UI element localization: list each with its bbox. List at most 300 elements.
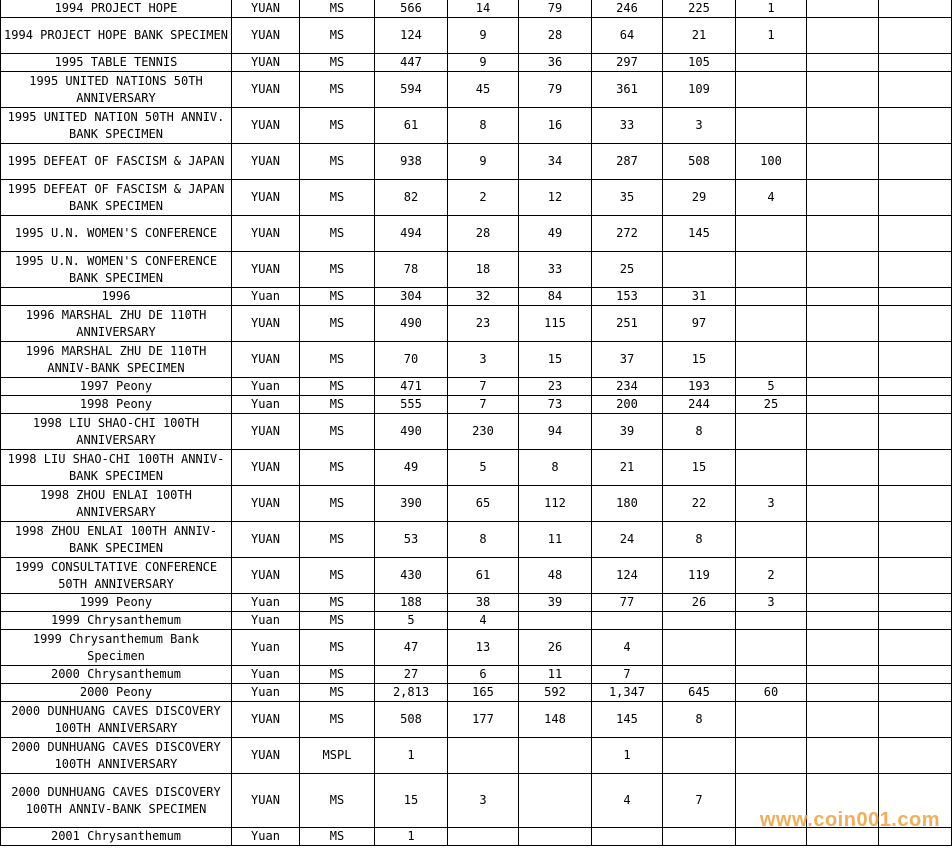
count-cell-6: 3 xyxy=(736,594,807,612)
count-cell-6 xyxy=(736,216,807,252)
count-cell-8 xyxy=(879,612,952,630)
count-cell-3: 592 xyxy=(519,684,592,702)
count-cell-4: 200 xyxy=(592,396,663,414)
count-cell-2: 6 xyxy=(448,666,519,684)
count-cell-2: 7 xyxy=(448,378,519,396)
grade-cell: MS xyxy=(300,522,375,558)
currency-cell: YUAN xyxy=(232,216,300,252)
count-cell-8 xyxy=(879,738,952,774)
count-cell-7 xyxy=(807,666,879,684)
count-cell-7 xyxy=(807,180,879,216)
count-cell-2: 8 xyxy=(448,108,519,144)
table-row xyxy=(1,54,952,72)
issue-name-cell: 1995 U.N. WOMEN'S CONFERENCE xyxy=(1,216,232,252)
count-cell-8 xyxy=(879,180,952,216)
currency-cell: YUAN xyxy=(232,450,300,486)
grade-cell: MS xyxy=(300,774,375,828)
issue-name-cell: 1995 DEFEAT OF FASCISM & JAPAN BANK SPECIMEN xyxy=(1,180,232,216)
table-row xyxy=(1,396,952,414)
count-cell-1: 188 xyxy=(375,594,448,612)
count-cell-5 xyxy=(663,252,736,288)
count-cell-3: 94 xyxy=(519,414,592,450)
issue-name-cell: 1999 Chrysanthemum xyxy=(1,612,232,630)
count-cell-8 xyxy=(879,0,952,18)
count-cell-3: 8 xyxy=(519,450,592,486)
count-cell-8 xyxy=(879,252,952,288)
currency-cell: YUAN xyxy=(232,180,300,216)
issue-name-cell: 1998 ZHOU ENLAI 100TH ANNIVERSARY xyxy=(1,486,232,522)
count-cell-1: 61 xyxy=(375,108,448,144)
currency-cell: YUAN xyxy=(232,306,300,342)
grade-cell: MS xyxy=(300,630,375,666)
count-cell-3: 26 xyxy=(519,630,592,666)
count-cell-3: 15 xyxy=(519,342,592,378)
count-cell-4: 124 xyxy=(592,558,663,594)
count-cell-3: 12 xyxy=(519,180,592,216)
count-cell-7 xyxy=(807,0,879,18)
table-row xyxy=(1,594,952,612)
count-cell-5 xyxy=(663,828,736,846)
currency-cell: YUAN xyxy=(232,252,300,288)
count-cell-1: 70 xyxy=(375,342,448,378)
count-cell-3: 39 xyxy=(519,594,592,612)
count-cell-4: 35 xyxy=(592,180,663,216)
count-cell-6: 1 xyxy=(736,18,807,54)
count-cell-3 xyxy=(519,612,592,630)
count-cell-6: 3 xyxy=(736,486,807,522)
count-cell-7 xyxy=(807,450,879,486)
issue-name-cell: 1998 LIU SHAO-CHI 100TH ANNIVERSARY xyxy=(1,414,232,450)
count-cell-2: 177 xyxy=(448,702,519,738)
count-cell-1: 471 xyxy=(375,378,448,396)
count-cell-1: 447 xyxy=(375,54,448,72)
count-cell-2: 65 xyxy=(448,486,519,522)
count-cell-5: 145 xyxy=(663,216,736,252)
currency-cell: YUAN xyxy=(232,144,300,180)
count-cell-8 xyxy=(879,72,952,108)
count-cell-5 xyxy=(663,612,736,630)
issue-name-cell: 1995 TABLE TENNIS xyxy=(1,54,232,72)
count-cell-3: 11 xyxy=(519,522,592,558)
currency-cell: YUAN xyxy=(232,774,300,828)
count-cell-7 xyxy=(807,378,879,396)
issue-name-cell: 1997 Peony xyxy=(1,378,232,396)
currency-cell: YUAN xyxy=(232,342,300,378)
count-cell-2: 165 xyxy=(448,684,519,702)
count-cell-8 xyxy=(879,666,952,684)
count-cell-4: 24 xyxy=(592,522,663,558)
currency-cell: Yuan xyxy=(232,396,300,414)
count-cell-5: 31 xyxy=(663,288,736,306)
table-row xyxy=(1,72,952,108)
grade-cell: MS xyxy=(300,594,375,612)
count-cell-4: 64 xyxy=(592,18,663,54)
grade-cell: MS xyxy=(300,828,375,846)
count-cell-8 xyxy=(879,108,952,144)
count-cell-2: 3 xyxy=(448,774,519,828)
grade-cell: MS xyxy=(300,72,375,108)
count-cell-3: 28 xyxy=(519,18,592,54)
count-cell-7 xyxy=(807,252,879,288)
count-cell-4: 4 xyxy=(592,774,663,828)
count-cell-5 xyxy=(663,630,736,666)
grade-cell: MS xyxy=(300,558,375,594)
count-cell-1: 1 xyxy=(375,738,448,774)
currency-cell: Yuan xyxy=(232,666,300,684)
grade-cell: MS xyxy=(300,0,375,18)
table-row xyxy=(1,306,952,342)
count-cell-4 xyxy=(592,612,663,630)
count-cell-7 xyxy=(807,522,879,558)
count-cell-5: 193 xyxy=(663,378,736,396)
issue-name-cell: 2000 DUNHUANG CAVES DISCOVERY 100TH ANNIVERSARY xyxy=(1,702,232,738)
table-row xyxy=(1,0,952,18)
count-cell-8 xyxy=(879,558,952,594)
count-cell-2: 5 xyxy=(448,450,519,486)
count-cell-4: 153 xyxy=(592,288,663,306)
count-cell-6 xyxy=(736,738,807,774)
count-cell-5: 15 xyxy=(663,342,736,378)
issue-name-cell: 1999 Peony xyxy=(1,594,232,612)
count-cell-6: 100 xyxy=(736,144,807,180)
count-cell-5: 22 xyxy=(663,486,736,522)
count-cell-3: 36 xyxy=(519,54,592,72)
count-cell-5: 26 xyxy=(663,594,736,612)
table-row xyxy=(1,108,952,144)
count-cell-8 xyxy=(879,414,952,450)
grade-cell: MS xyxy=(300,702,375,738)
count-cell-2: 9 xyxy=(448,144,519,180)
count-cell-6: 4 xyxy=(736,180,807,216)
count-cell-6 xyxy=(736,612,807,630)
table-row xyxy=(1,18,952,54)
count-cell-7 xyxy=(807,486,879,522)
count-cell-7 xyxy=(807,54,879,72)
count-cell-8 xyxy=(879,18,952,54)
table-row xyxy=(1,522,952,558)
currency-cell: YUAN xyxy=(232,486,300,522)
grade-cell: MS xyxy=(300,252,375,288)
grade-cell: MS xyxy=(300,144,375,180)
count-cell-1: 124 xyxy=(375,18,448,54)
count-cell-7 xyxy=(807,594,879,612)
table-row xyxy=(1,612,952,630)
count-cell-6 xyxy=(736,630,807,666)
count-cell-2: 3 xyxy=(448,342,519,378)
issue-name-cell: 2000 DUNHUANG CAVES DISCOVERY 100TH ANNIVERSARY xyxy=(1,738,232,774)
count-cell-4: 39 xyxy=(592,414,663,450)
count-cell-7 xyxy=(807,108,879,144)
count-cell-1: 494 xyxy=(375,216,448,252)
count-cell-5: 119 xyxy=(663,558,736,594)
count-cell-4: 287 xyxy=(592,144,663,180)
currency-cell: Yuan xyxy=(232,630,300,666)
count-cell-6 xyxy=(736,522,807,558)
grade-cell: MS xyxy=(300,378,375,396)
count-cell-7 xyxy=(807,684,879,702)
grade-cell: MS xyxy=(300,342,375,378)
count-cell-7 xyxy=(807,396,879,414)
currency-cell: YUAN xyxy=(232,702,300,738)
count-cell-4: 246 xyxy=(592,0,663,18)
count-cell-7 xyxy=(807,558,879,594)
count-cell-3: 33 xyxy=(519,252,592,288)
count-cell-8 xyxy=(879,702,952,738)
count-cell-7 xyxy=(807,738,879,774)
count-cell-7 xyxy=(807,306,879,342)
issue-name-cell: 1995 U.N. WOMEN'S CONFERENCE BANK SPECIMEN xyxy=(1,252,232,288)
currency-cell: Yuan xyxy=(232,378,300,396)
count-cell-5: 7 xyxy=(663,774,736,828)
count-cell-3: 23 xyxy=(519,378,592,396)
count-cell-3: 73 xyxy=(519,396,592,414)
count-cell-8 xyxy=(879,216,952,252)
count-cell-4: 251 xyxy=(592,306,663,342)
count-cell-3: 16 xyxy=(519,108,592,144)
count-cell-1: 390 xyxy=(375,486,448,522)
grade-cell: MSPL xyxy=(300,738,375,774)
count-cell-5: 15 xyxy=(663,450,736,486)
count-cell-4: 33 xyxy=(592,108,663,144)
count-cell-4: 361 xyxy=(592,72,663,108)
table-row xyxy=(1,630,952,666)
count-cell-1: 47 xyxy=(375,630,448,666)
grade-cell: MS xyxy=(300,108,375,144)
count-cell-1: 594 xyxy=(375,72,448,108)
count-cell-1: 5 xyxy=(375,612,448,630)
count-cell-2: 38 xyxy=(448,594,519,612)
currency-cell: YUAN xyxy=(232,18,300,54)
count-cell-7 xyxy=(807,342,879,378)
count-cell-2: 45 xyxy=(448,72,519,108)
count-cell-5: 8 xyxy=(663,522,736,558)
issue-name-cell: 1999 Chrysanthemum Bank Specimen xyxy=(1,630,232,666)
issue-name-cell: 2000 Chrysanthemum xyxy=(1,666,232,684)
count-cell-5: 97 xyxy=(663,306,736,342)
count-cell-1: 1 xyxy=(375,828,448,846)
table-row xyxy=(1,414,952,450)
count-cell-5: 105 xyxy=(663,54,736,72)
count-cell-5: 3 xyxy=(663,108,736,144)
count-cell-4: 145 xyxy=(592,702,663,738)
issue-name-cell: 1996 MARSHAL ZHU DE 110TH ANNIVERSARY xyxy=(1,306,232,342)
issue-name-cell: 1996 MARSHAL ZHU DE 110TH ANNIV-BANK SPECIMEN xyxy=(1,342,232,378)
count-cell-1: 490 xyxy=(375,306,448,342)
count-cell-2 xyxy=(448,828,519,846)
issue-name-cell: 1994 PROJECT HOPE xyxy=(1,0,232,18)
grade-cell: MS xyxy=(300,288,375,306)
currency-cell: Yuan xyxy=(232,828,300,846)
count-cell-2: 8 xyxy=(448,522,519,558)
count-cell-6 xyxy=(736,414,807,450)
table-body xyxy=(1,0,952,846)
count-cell-1: 82 xyxy=(375,180,448,216)
issue-name-cell: 2000 Peony xyxy=(1,684,232,702)
count-cell-5 xyxy=(663,738,736,774)
count-cell-3: 49 xyxy=(519,216,592,252)
issue-name-cell: 1995 UNITED NATIONS 50TH ANNIVERSARY xyxy=(1,72,232,108)
issue-name-cell: 1998 Peony xyxy=(1,396,232,414)
grade-cell: MS xyxy=(300,54,375,72)
count-cell-1: 2,813 xyxy=(375,684,448,702)
count-cell-4: 1 xyxy=(592,738,663,774)
table-row xyxy=(1,288,952,306)
count-cell-5: 244 xyxy=(663,396,736,414)
count-cell-8 xyxy=(879,684,952,702)
issue-name-cell: 1995 UNITED NATION 50TH ANNIV. BANK SPECIMEN xyxy=(1,108,232,144)
currency-cell: Yuan xyxy=(232,594,300,612)
count-cell-2: 230 xyxy=(448,414,519,450)
count-cell-1: 27 xyxy=(375,666,448,684)
count-cell-6 xyxy=(736,450,807,486)
count-cell-6: 5 xyxy=(736,378,807,396)
count-cell-4: 37 xyxy=(592,342,663,378)
count-cell-3: 34 xyxy=(519,144,592,180)
count-cell-5: 508 xyxy=(663,144,736,180)
table-row xyxy=(1,144,952,180)
count-cell-1: 53 xyxy=(375,522,448,558)
count-cell-8 xyxy=(879,306,952,342)
count-cell-7 xyxy=(807,144,879,180)
count-cell-1: 555 xyxy=(375,396,448,414)
count-cell-6 xyxy=(736,108,807,144)
count-cell-2: 28 xyxy=(448,216,519,252)
table-row xyxy=(1,180,952,216)
currency-cell: YUAN xyxy=(232,108,300,144)
table-row xyxy=(1,342,952,378)
count-cell-4: 7 xyxy=(592,666,663,684)
count-cell-2: 4 xyxy=(448,612,519,630)
grade-cell: MS xyxy=(300,18,375,54)
count-cell-3: 148 xyxy=(519,702,592,738)
count-cell-3 xyxy=(519,738,592,774)
count-cell-3 xyxy=(519,828,592,846)
count-cell-1: 490 xyxy=(375,414,448,450)
count-cell-4: 272 xyxy=(592,216,663,252)
count-cell-2: 7 xyxy=(448,396,519,414)
count-cell-6 xyxy=(736,72,807,108)
count-cell-2: 2 xyxy=(448,180,519,216)
count-cell-3: 115 xyxy=(519,306,592,342)
table-row xyxy=(1,738,952,774)
count-cell-6: 1 xyxy=(736,0,807,18)
grade-cell: MS xyxy=(300,612,375,630)
currency-cell: YUAN xyxy=(232,738,300,774)
count-cell-6 xyxy=(736,252,807,288)
count-cell-8 xyxy=(879,522,952,558)
count-cell-5: 645 xyxy=(663,684,736,702)
issue-name-cell: 1999 CONSULTATIVE CONFERENCE 50TH ANNIVERSARY xyxy=(1,558,232,594)
count-cell-1: 304 xyxy=(375,288,448,306)
grade-cell: MS xyxy=(300,414,375,450)
watermark: www.coin001.com xyxy=(759,809,940,831)
count-cell-4: 4 xyxy=(592,630,663,666)
count-cell-6: 60 xyxy=(736,684,807,702)
count-cell-2: 32 xyxy=(448,288,519,306)
count-cell-8 xyxy=(879,144,952,180)
grade-cell: MS xyxy=(300,666,375,684)
count-cell-8 xyxy=(879,288,952,306)
count-cell-7 xyxy=(807,216,879,252)
issue-name-cell: 1998 LIU SHAO-CHI 100TH ANNIV-BANK SPECIMEN xyxy=(1,450,232,486)
grade-cell: MS xyxy=(300,216,375,252)
count-cell-2 xyxy=(448,738,519,774)
count-cell-8 xyxy=(879,450,952,486)
count-cell-5: 21 xyxy=(663,18,736,54)
issue-name-cell: 1994 PROJECT HOPE BANK SPECIMEN xyxy=(1,18,232,54)
issue-name-cell: 2000 DUNHUANG CAVES DISCOVERY 100TH ANNIV-BANK SPECIMEN xyxy=(1,774,232,828)
grade-cell: MS xyxy=(300,450,375,486)
count-cell-8 xyxy=(879,630,952,666)
issue-name-cell: 2001 Chrysanthemum xyxy=(1,828,232,846)
count-cell-3: 112 xyxy=(519,486,592,522)
count-cell-1: 566 xyxy=(375,0,448,18)
count-cell-5: 225 xyxy=(663,0,736,18)
count-cell-6 xyxy=(736,666,807,684)
count-cell-3: 79 xyxy=(519,0,592,18)
count-cell-5: 29 xyxy=(663,180,736,216)
currency-cell: YUAN xyxy=(232,414,300,450)
grade-cell: MS xyxy=(300,306,375,342)
count-cell-5: 109 xyxy=(663,72,736,108)
table-row xyxy=(1,702,952,738)
count-cell-7 xyxy=(807,288,879,306)
count-cell-1: 430 xyxy=(375,558,448,594)
count-cell-4: 25 xyxy=(592,252,663,288)
count-cell-4 xyxy=(592,828,663,846)
count-cell-6 xyxy=(736,702,807,738)
count-cell-7 xyxy=(807,702,879,738)
currency-cell: Yuan xyxy=(232,288,300,306)
count-cell-4: 21 xyxy=(592,450,663,486)
count-cell-6 xyxy=(736,342,807,378)
grade-cell: MS xyxy=(300,180,375,216)
currency-cell: YUAN xyxy=(232,558,300,594)
count-cell-7 xyxy=(807,612,879,630)
count-cell-2: 18 xyxy=(448,252,519,288)
count-cell-7 xyxy=(807,414,879,450)
count-cell-3: 48 xyxy=(519,558,592,594)
count-cell-1: 78 xyxy=(375,252,448,288)
count-cell-1: 15 xyxy=(375,774,448,828)
table-row xyxy=(1,252,952,288)
currency-cell: YUAN xyxy=(232,522,300,558)
count-cell-8 xyxy=(879,396,952,414)
currency-cell: YUAN xyxy=(232,0,300,18)
currency-cell: YUAN xyxy=(232,72,300,108)
count-cell-6: 25 xyxy=(736,396,807,414)
currency-cell: Yuan xyxy=(232,612,300,630)
table-row xyxy=(1,486,952,522)
table-row xyxy=(1,666,952,684)
count-cell-3: 11 xyxy=(519,666,592,684)
table-row xyxy=(1,216,952,252)
count-cell-3: 84 xyxy=(519,288,592,306)
count-cell-8 xyxy=(879,486,952,522)
count-cell-1: 508 xyxy=(375,702,448,738)
count-cell-5 xyxy=(663,666,736,684)
table-row xyxy=(1,684,952,702)
count-cell-2: 23 xyxy=(448,306,519,342)
currency-cell: Yuan xyxy=(232,684,300,702)
count-cell-7 xyxy=(807,630,879,666)
count-cell-8 xyxy=(879,594,952,612)
count-cell-6 xyxy=(736,306,807,342)
issue-name-cell: 1998 ZHOU ENLAI 100TH ANNIV-BANK SPECIMEN xyxy=(1,522,232,558)
count-cell-4: 234 xyxy=(592,378,663,396)
currency-cell: YUAN xyxy=(232,54,300,72)
grade-cell: MS xyxy=(300,486,375,522)
